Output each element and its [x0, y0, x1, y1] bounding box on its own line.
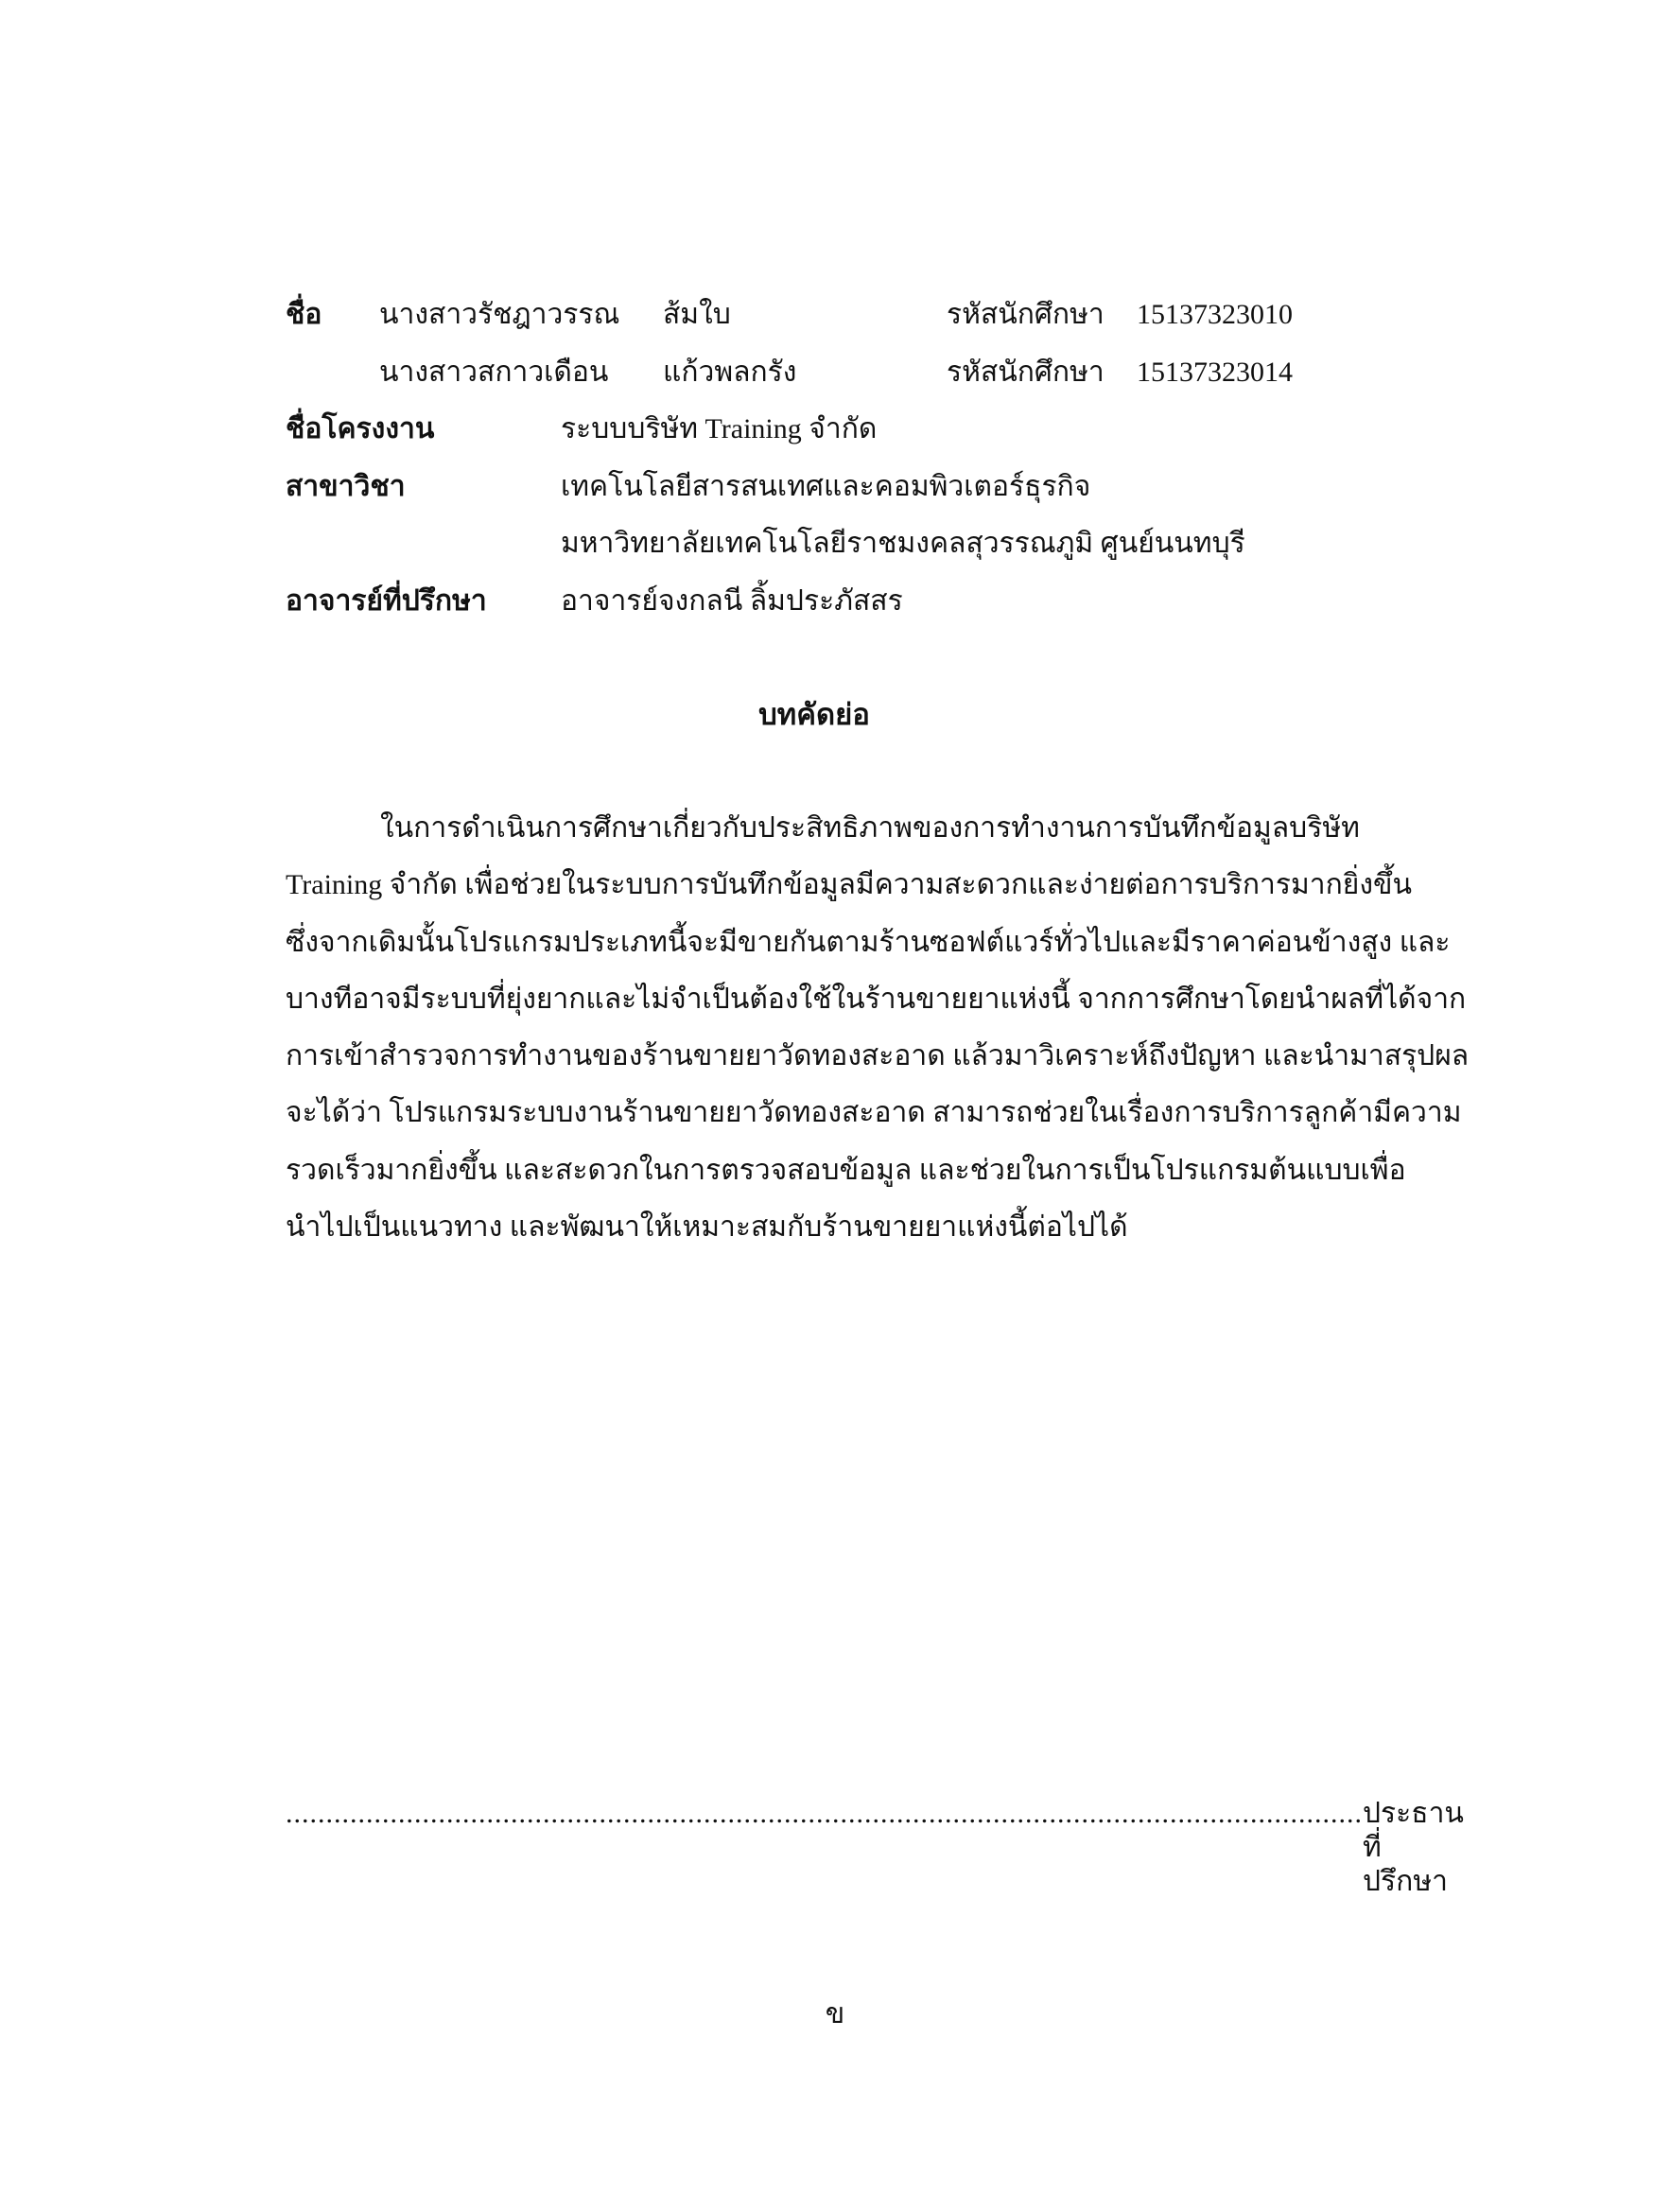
student-1-id: 15137323010: [1137, 299, 1293, 330]
signature-role: ประธานที่ปรึกษา: [1363, 1798, 1464, 1897]
student-2-last-name: แก้วพลกรัง: [663, 357, 797, 388]
advisor-label: อาจารย์ที่ปรึกษา: [286, 585, 487, 617]
project-value: ระบบบริษัท Training จำกัด: [561, 413, 878, 444]
abstract-line: ซึ่งจากเดิมนั้นโปรแกรมประเภทนี้จะมีขายกันตามร้านซอฟต์แวร์ทั่วไปและมีราคาค่อนข้างสูง และ: [286, 926, 1451, 958]
project-label: ชื่อโครงงาน: [286, 413, 435, 444]
student-2-id: 15137323014: [1137, 357, 1293, 388]
abstract-title: บทคัดย่อ: [758, 698, 870, 731]
abstract-line: บางทีอาจมีระบบที่ยุ่งยากและไม่จำเป็นต้องใช้ในร้านขายยาแห่งนี้ จากการศึกษาโดยนำผลที่ได้จาก: [286, 983, 1467, 1015]
abstract-line: รวดเร็วมากยิ่งขึ้น และสะดวกในการตรวจสอบข้อมูล และช่วยในการเป็นโปรแกรมต้นแบบเพื่อ: [286, 1154, 1406, 1186]
abstract-line: Training จำกัด เพื่อช่วยในระบบการบันทึกข้อมูลมีความสะดวกและง่ายต่อการบริการมากยิ่งขึ้น: [286, 869, 1412, 901]
page-number: ข: [825, 1998, 845, 2029]
major-value: เทคโนโลยีสารสนเทศและคอมพิวเตอร์ธุรกิจ: [561, 471, 1091, 502]
name-label: ชื่อ: [286, 299, 322, 330]
abstract-line: ในการดำเนินการศึกษาเกี่ยวกับประสิทธิภาพของการทำงานการบันทึกข้อมูลบริษัท: [380, 812, 1360, 844]
university-value: มหาวิทยาลัยเทคโนโลยีราชมงคลสุวรรณภูมิ ศูนย์นนทบุรี: [561, 528, 1245, 559]
abstract-line: จะได้ว่า โปรแกรมระบบงานร้านขายยาวัดทองสะอาด สามารถช่วยในเรื่องการบริการลูกค้ามีความ: [286, 1097, 1462, 1129]
major-label: สาขาวิชา: [286, 471, 406, 502]
signature-dots: ......................................................................................................................................: [286, 1798, 1363, 1829]
student-1-last-name: ส้มใบ: [663, 299, 731, 330]
abstract-body: [286, 811, 1470, 1267]
abstract-line: การเข้าสำรวจการทำงานของร้านขายยาวัดทองสะอาด แล้วมาวิเคราะห์ถึงปัญหา และนำมาสรุปผล: [286, 1040, 1470, 1072]
student-1-id-label: รหัสนักศึกษา: [947, 299, 1105, 330]
advisor-value: อาจารย์จงกลนี ลิ้มประภัสสร: [561, 585, 903, 617]
student-2-id-label: รหัสนักศึกษา: [947, 357, 1105, 388]
student-2-first-name: นางสาวสกาวเดือน: [379, 357, 609, 388]
signature-line: [286, 1797, 1464, 1899]
abstract-line: นำไปเป็นแนวทาง และพัฒนาให้เหมาะสมกับร้านขายยาแห่งนี้ต่อไปได้: [286, 1211, 1128, 1244]
student-1-first-name: นางสาวรัชฎาวรรณ: [379, 299, 620, 330]
